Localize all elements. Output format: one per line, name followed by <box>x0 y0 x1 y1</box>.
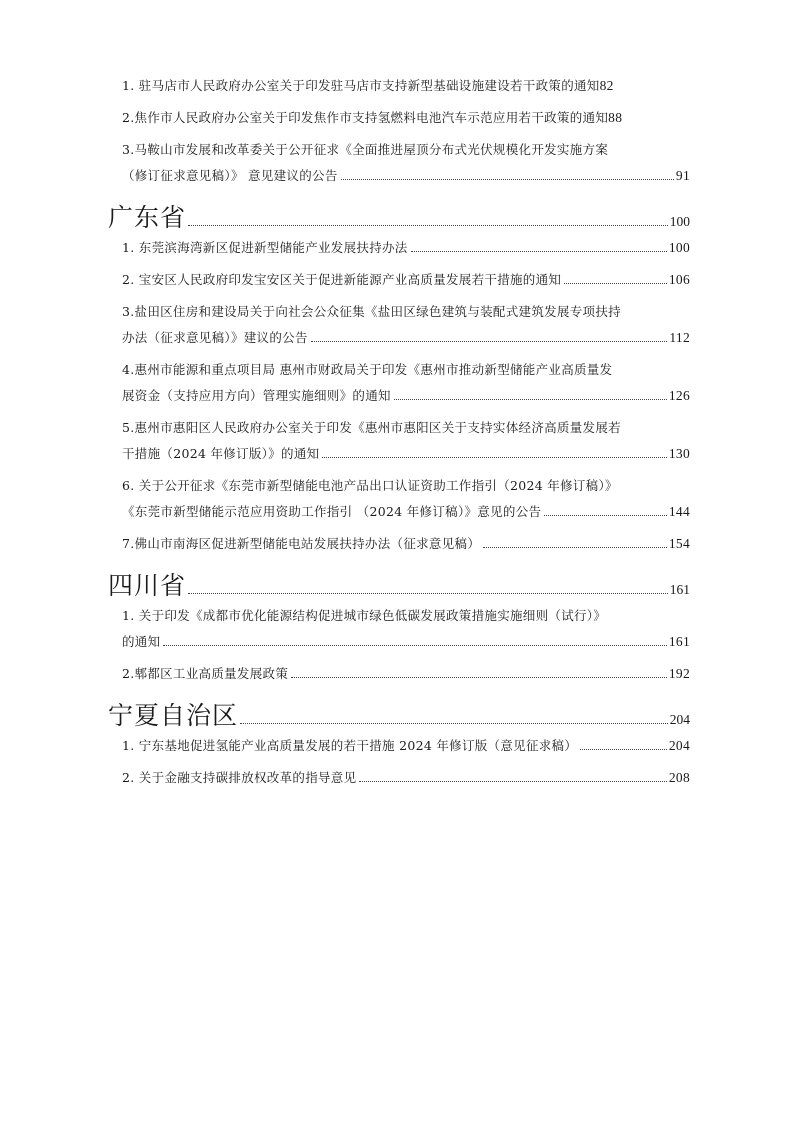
entry-title: 2. 宝安区人民政府印发宝安区关于促进新能源产业高质量发展若干措施的通知 <box>122 272 562 287</box>
section-page: 161 <box>669 582 690 597</box>
section-title: 宁夏自治区 <box>108 701 239 730</box>
toc-entry[interactable] <box>122 768 690 794</box>
entry-page: 100 <box>668 240 690 255</box>
toc-entry[interactable] <box>122 534 690 560</box>
section-page: 100 <box>669 214 690 229</box>
leader-dots <box>341 179 674 180</box>
section-heading-sichuan[interactable] <box>108 566 690 604</box>
entry-title: 2.焦作市人民政府办公室关于印发焦作市支持氢燃料电池汽车示范应用若干政策的通知 <box>122 110 609 125</box>
entry-page: 154 <box>668 536 690 551</box>
entry-title-line1: 1. 关于印发《成都市优化能源结构促进城市绿色低碳发展政策措施实施细则（试行）》 <box>122 608 607 623</box>
entry-page: 126 <box>668 388 690 403</box>
toc-entry[interactable] <box>122 606 690 658</box>
section-heading-ningxia[interactable] <box>108 696 690 734</box>
toc-entry[interactable] <box>122 140 690 192</box>
entry-title-line2: （修订征求意见稿）》 意见建议的公告 <box>122 168 338 183</box>
entry-title: 1. 东莞滨海湾新区促进新型储能产业发展扶持办法 <box>122 240 408 255</box>
entry-page: 82 <box>599 78 614 93</box>
leader-dots <box>188 225 668 226</box>
entry-title-line1: 3.马鞍山市发展和改革委关于公开征求《全面推进屋顶分布式光伏规模化开发实施方案 <box>122 142 609 157</box>
entry-page: 161 <box>668 634 690 649</box>
toc-entry[interactable] <box>122 664 690 690</box>
toc-entry[interactable] <box>122 108 690 134</box>
leader-dots <box>291 677 667 678</box>
entry-title-line1: 5.惠州市惠阳区人民政府办公室关于印发《惠州市惠阳区关于支持实体经济高质量发展若 <box>122 420 621 435</box>
section-heading-guangdong[interactable] <box>108 198 690 236</box>
toc-entry[interactable] <box>122 302 690 354</box>
entry-title-line2: 的通知 <box>122 634 161 649</box>
leader-dots <box>240 723 668 724</box>
entry-title-line2: 展资金（支持应用方向）管理实施细则》的通知 <box>122 388 391 403</box>
entry-title-line2: 办法（征求意见稿）》建议的公告 <box>122 330 308 345</box>
toc-entry[interactable] <box>122 360 690 412</box>
toc-entry[interactable] <box>122 476 690 528</box>
entry-title-line2: 干措施（2024 年修订版）》的通知 <box>122 446 320 461</box>
leader-dots <box>483 547 667 548</box>
leader-dots <box>564 283 667 284</box>
section-title: 广东省 <box>108 203 187 232</box>
toc-entry[interactable] <box>122 736 690 762</box>
leader-dots <box>411 251 667 252</box>
section-page: 204 <box>669 712 690 727</box>
entry-page: 192 <box>668 666 690 681</box>
entry-page: 91 <box>675 168 690 183</box>
entry-page: 144 <box>668 504 690 519</box>
toc-entry[interactable] <box>122 418 690 470</box>
entry-title-line1: 6. 关于公开征求《东莞市新型储能电池产品出口认证资助工作指引（2024 年修订稿）》 <box>122 478 618 493</box>
leader-dots <box>580 749 667 750</box>
entry-title-line1: 3.盐田区住房和建设局关于向社会公众征集《盐田区绿色建筑与装配式建筑发展专项扶持 <box>122 304 621 319</box>
entry-page: 208 <box>668 770 690 785</box>
entry-page: 112 <box>669 330 690 345</box>
leader-dots <box>322 457 666 458</box>
leader-dots <box>188 593 668 594</box>
entry-title: 7.佛山市南海区促进新型储能电站发展扶持办法（征求意见稿） <box>122 536 481 551</box>
entry-title: 1. 驻马店市人民政府办公室关于印发驻马店市支持新型基础设施建设若干政策的通知 <box>122 78 600 93</box>
toc-entry[interactable] <box>122 270 690 296</box>
table-of-contents <box>108 76 690 800</box>
entry-title: 2.郫都区工业高质量发展政策 <box>122 666 289 681</box>
entry-page: 130 <box>668 446 690 461</box>
leader-dots <box>359 781 666 782</box>
leader-dots <box>163 645 666 646</box>
section-title: 四川省 <box>108 571 187 600</box>
leader-dots <box>544 515 667 516</box>
entry-title-line2: 《东莞市新型储能示范应用资助工作指引 （2024 年修订稿）》意见的公告 <box>122 504 542 519</box>
toc-entry[interactable] <box>122 238 690 264</box>
entry-title-line1: 4.惠州市能源和重点项目局 惠州市财政局关于印发《惠州市推动新型储能产业高质量发 <box>122 362 613 377</box>
entry-page: 88 <box>608 110 623 125</box>
leader-dots <box>394 399 667 400</box>
entry-title: 2. 关于金融支持碳排放权改革的指导意见 <box>122 770 357 785</box>
entry-page: 106 <box>668 272 690 287</box>
leader-dots <box>311 341 668 342</box>
entry-title: 1. 宁东基地促进氢能产业高质量发展的若干措施 2024 年修订版（意见征求稿） <box>122 738 578 753</box>
toc-entry[interactable] <box>122 76 690 102</box>
entry-page: 204 <box>668 738 690 753</box>
